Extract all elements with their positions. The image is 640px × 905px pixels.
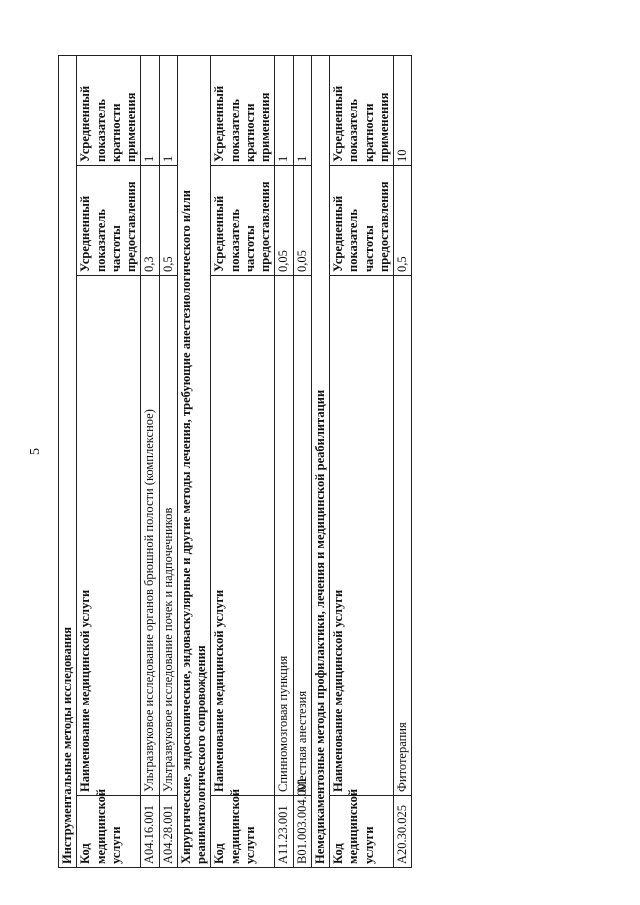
cell-name: Ультразвуковое исследование почек и надпочечников (159, 276, 177, 796)
rotated-page (58, 56, 409, 868)
cell-name: Фитотерапия (394, 276, 412, 796)
section-row (311, 55, 329, 867)
table-row (159, 55, 177, 867)
header-multiplicity: Усредненный показатель кратности применения (77, 55, 141, 165)
section-row (59, 55, 77, 867)
header-row (330, 55, 394, 867)
header-row (77, 55, 141, 867)
table-row (293, 55, 311, 867)
section-title: Хирургические, эндоскопические, эндоваскулярные и другие методы лечения, требующие анестезиологического и/или реаниматологического сопровождения (177, 55, 211, 867)
cell-multiplicity: 10 (394, 55, 412, 165)
section-title: Немедикаментозные методы профилактики, лечения и медицинской реабилитации (311, 55, 329, 867)
cell-multiplicity: 1 (275, 55, 293, 165)
cell-multiplicity: 1 (159, 55, 177, 165)
page-number: 5 (28, 448, 43, 455)
cell-code: A11.23.001 (275, 796, 293, 868)
cell-code: A04.16.001 (141, 796, 159, 868)
cell-frequency: 0,3 (141, 166, 159, 276)
header-frequency: Усредненный показатель частоты предоставления (330, 166, 394, 276)
table-row (141, 55, 159, 867)
header-name: Наименование медицинской услуги (330, 276, 394, 796)
header-frequency: Усредненный показатель частоты предоставления (211, 166, 275, 276)
header-code: Код медицинской услуги (77, 796, 141, 868)
section-row (177, 55, 211, 867)
table-row (275, 55, 293, 867)
cell-frequency: 0,05 (293, 166, 311, 276)
header-multiplicity: Усредненный показатель кратности применения (330, 55, 394, 165)
header-name: Наименование медицинской услуги (77, 276, 141, 796)
header-code: Код медицинской услуги (330, 796, 394, 868)
cell-frequency: 0,05 (275, 166, 293, 276)
cell-multiplicity: 1 (293, 55, 311, 165)
table-row (394, 55, 412, 867)
cell-frequency: 0,5 (159, 166, 177, 276)
header-code: Код медицинской услуги (211, 796, 275, 868)
cell-frequency: 0,5 (394, 166, 412, 276)
cell-name: Ультразвуковое исследование органов брюшной полости (комплексное) (141, 276, 159, 796)
cell-code: A04.28.001 (159, 796, 177, 868)
cell-multiplicity: 1 (141, 55, 159, 165)
cell-name: Спинномозговая пункция (275, 276, 293, 796)
header-name: Наименование медицинской услуги (211, 276, 275, 796)
header-row (211, 55, 275, 867)
services-table (58, 55, 412, 868)
cell-name: Местная анестезия (293, 276, 311, 796)
cell-code: B01.003.004.001 (293, 796, 311, 868)
section-title: Инструментальные методы исследования (59, 55, 77, 867)
header-frequency: Усредненный показатель частоты предоставления (77, 166, 141, 276)
cell-code: A20.30.025 (394, 796, 412, 868)
header-multiplicity: Усредненный показатель кратности применения (211, 55, 275, 165)
